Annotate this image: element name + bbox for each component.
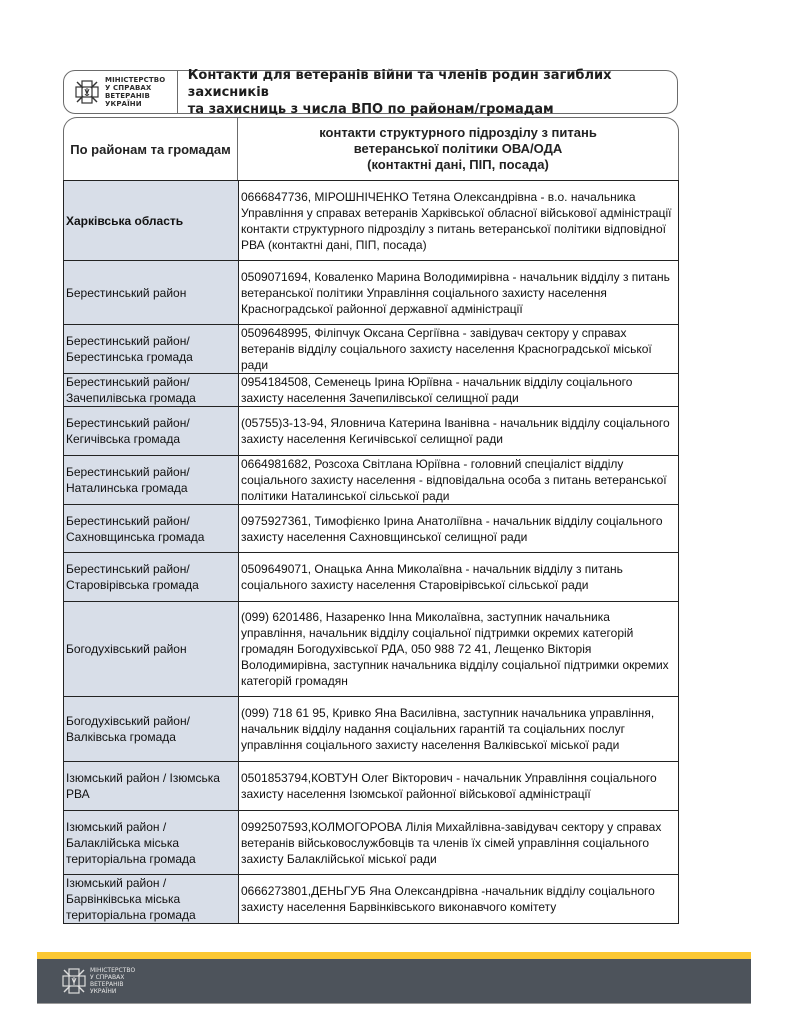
ministry-name: МІНІСТЕРСТВО У СПРАВАХ ВЕТЕРАНІВ УКРАЇНИ [105,76,166,108]
table-header [63,117,679,180]
area-cell: Ізюмський район / Балаклійська міська територіальна громада [64,811,239,875]
contact-cell: 0509071694, Коваленко Марина Володимирівна - начальник відділу з питань ветеранської політики Управління соціального захисту населення Красноградської районної державної адміністрації [239,261,679,325]
document-header [63,67,678,117]
footer-accent-stripe [37,952,751,959]
contact-cell: 0509648995, Філіпчук Оксана Сергіївна - завідувач сектору у справах ветеранів відділу соціального захисту населення Красноградської міської ради [239,325,679,374]
contact-cell: 0954184508, Семенець Ірина Юріївна - начальник відділу соціального захисту населення Зачепилівської селищної ради [239,374,679,407]
area-cell: Берестинський район/Наталинська громада [64,456,239,505]
contact-cell: 0664981682, Розсоха Світлана Юріївна - головний спеціаліст відділу соціального захисту населення - відповідальна особа з питань ветеранської політики Наталинської сільської ради [239,456,679,505]
table-row [64,261,679,325]
table-row [64,181,679,261]
contact-cell: (099) 718 61 95, Кривко Яна Василівна, заступник начальника управління, начальник відділу надання соціальних гарантій та соціальних послуг управління соціального захисту населення Валківської міської ради [239,697,679,762]
area-cell: Берестинський район/Берестинська громада [64,325,239,374]
area-cell: Берестинський район/Старовірівська громада [64,553,239,602]
area-cell: Богодухівський район/Валківська громада [64,697,239,762]
contact-cell: (099) 6201486, Назаренко Інна Миколаївна, заступник начальника управління, начальник відділу соціальної підтримки окремих категорій громадян Богодухівської РДА, 050 988 72 41, Лещенко Вікторія Володимирівна, заступник начальника відділу соціальної підтримки окремих категорій громадян [239,602,679,697]
contact-cell: (05755)3-13-94, Яловнича Катерина Іванівна - начальник відділу соціального захисту населення Кегичівської селищної ради [239,407,679,456]
page-title: Контакти для ветеранів війни та членів родин загиблих захисників та захисниць з числа ВПО по районам/громадам [187,67,612,117]
contact-cell: 0666847736, МІРОШНІЧЕНКО Тетяна Олександрівна - в.о. начальника Управління у справах ветеранів Харківської обласної військової адміністрації контакти структурного підрозділу з питань ветеранської політики відповідної РВА (контактні дані, ПІП, посада) [239,181,679,261]
contacts-table [63,117,679,924]
contact-cell: 0975927361, Тимофієнко Ірина Анатоліївна - начальник відділу соціального захисту населення Сахновщинської селищної ради [239,505,679,553]
contact-cell: 0501853794,КОВТУН Олег Вікторович - начальник Управління соціального захисту населення Ізюмської районної військової адміністрації [239,762,679,811]
contacts-table-body [63,180,679,924]
contact-cell: 0666273801,ДЕНЬГУБ Яна Олександрівна -начальник відділу соціального захисту населення Барвінківського виконавчого комітету [239,875,679,924]
table-row [64,553,679,602]
area-cell: Харківська область [64,181,239,261]
table-row [64,374,679,407]
area-cell: Берестинський район/Зачепилівська громада [64,374,239,407]
contact-cell: 0509649071, Онацька Анна Миколаївна - начальник відділу з питань соціального захисту населення Старовірівської сільської ради [239,553,679,602]
area-cell: Берестинський район/Сахновщинська громада [64,505,239,553]
footer-ministry-name: МІНІСТЕРСТВО У СПРАВАХ ВЕТЕРАНІВ УКРАЇНИ [90,967,136,995]
area-cell: Ізюмський район / Барвінківська міська територіальна громада [64,875,239,924]
table-row [64,875,679,924]
column-header-contacts: контакти структурного підрозділу з питань ветеранської політики ОВА/ОДА (контактні дані, ПІП, посада) [319,125,597,172]
ministry-emblem-icon [61,966,87,996]
table-row [64,811,679,875]
table-row [64,697,679,762]
table-row [64,602,679,697]
table-row [64,456,679,505]
area-cell: Берестинський район [64,261,239,325]
column-header-area: По районам та громадам [64,118,238,180]
page-footer [37,959,751,1004]
area-cell: Берестинський район/Кегичівська громада [64,407,239,456]
ministry-emblem-icon [74,79,100,105]
ministry-logo [64,71,178,113]
footer-ministry-logo [61,966,135,996]
table-row [64,325,679,374]
table-row [64,407,679,456]
area-cell: Богодухівський район [64,602,239,697]
table-row [64,762,679,811]
area-cell: Ізюмський район / Ізюмська РВА [64,762,239,811]
contact-cell: 0992507593,КОЛМОГОРОВА Лілія Михайлівна-завідувач сектору у справах ветеранів військовослужбовців та членів їх сімей управління соціального захисту Балаклійської міської ради [239,811,679,875]
table-row [64,505,679,553]
